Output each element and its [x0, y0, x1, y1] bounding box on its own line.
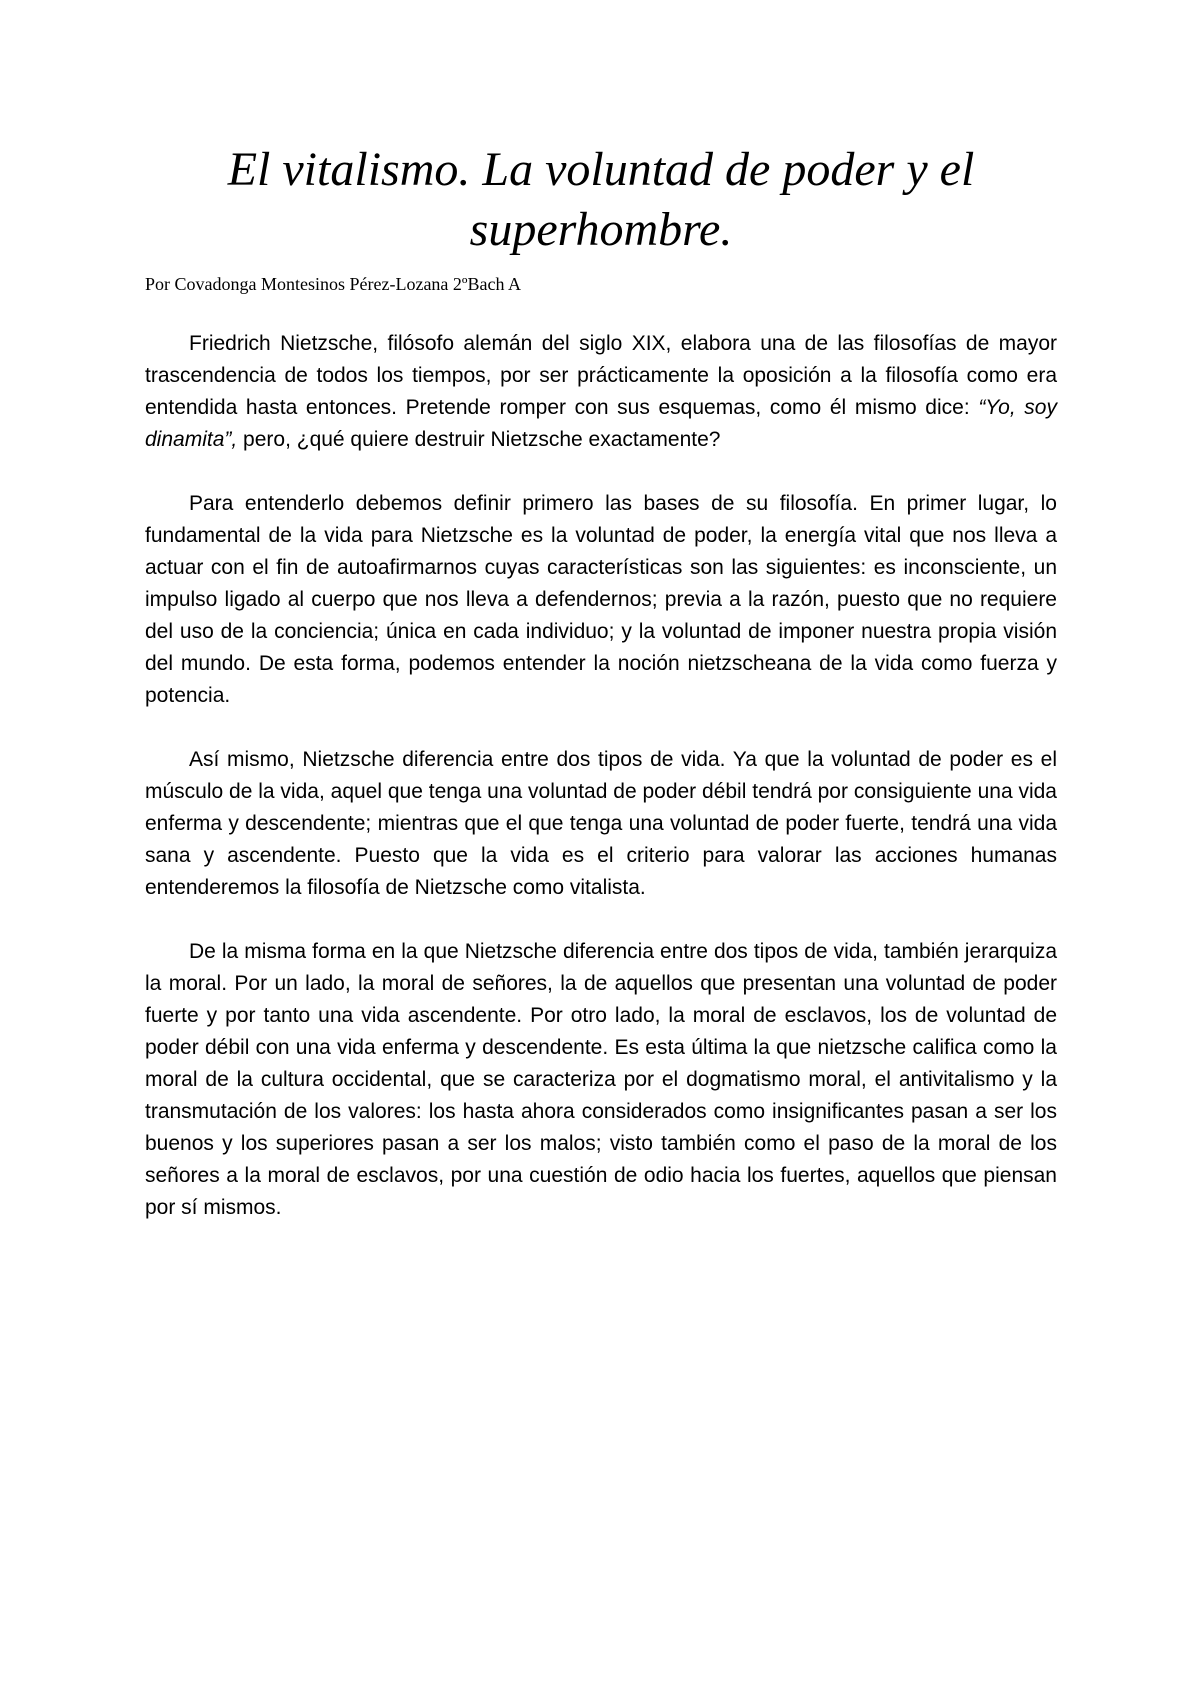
paragraph: [145, 328, 1057, 456]
author-byline: Por Covadonga Montesinos Pérez-Lozana 2ºBach A: [145, 274, 521, 294]
document-page: [145, 140, 1057, 1256]
quote: “Yo, soy dinamita”,: [145, 396, 1057, 451]
paragraph-text: pero, ¿qué quiere destruir Nietzsche exactamente?: [237, 428, 721, 451]
paragraph: Así mismo, Nietzsche diferencia entre dos tipos de vida. Ya que la voluntad de poder es el músculo de la vida, aquel que tenga una voluntad de poder débil tendrá por consiguiente una vida enferma y descendente; mientras que el que tenga una voluntad de poder fuerte, tendrá una vida sana y ascendente. Puesto que la vida es el criterio para valorar las acciones humanas entenderemos la filosofía de Nietzsche como vitalista.: [145, 748, 1057, 899]
document-body: [145, 328, 1057, 1224]
paragraph: De la misma forma en la que Nietzsche diferencia entre dos tipos de vida, también jerarquiza la moral. Por un lado, la moral de señores, la de aquellos que presentan una voluntad de poder fuerte y por tanto una vida ascendente. Por otro lado, la moral de esclavos, los de voluntad de poder débil con una vida enferma y descendente. Es esta última la que nietzsche califica como la moral de la cultura occidental, que se caracteriza por el dogmatismo moral, el antivitalismo y la transmutación de los valores: los hasta ahora considerados como insignificantes pasan a ser los buenos y los superiores pasan a ser los malos; visto también como el paso de la moral de los señores a la moral de esclavos, por una cuestión de odio hacia los fuertes, aquellos que piensan por sí mismos.: [145, 940, 1057, 1219]
paragraph: Para entenderlo debemos definir primero las bases de su filosofía. En primer lugar, lo fundamental de la vida para Nietzsche es la voluntad de poder, la energía vital que nos lleva a actuar con el fin de autoafirmarnos cuyas características son las siguientes: es inconsciente, un impulso ligado al cuerpo que nos lleva a defendernos; previa a la razón, puesto que no requiere del uso de la conciencia; única en cada individuo; y la voluntad de imponer nuestra propia visión del mundo. De esta forma, podemos entender la noción nietzscheana de la vida como fuerza y potencia.: [145, 492, 1057, 707]
paragraph-text: Friedrich Nietzsche, filósofo alemán del siglo XIX, elabora una de las filosofías de mayor trascendencia de todos los tiempos, por ser prácticamente la oposición a la filosofía como era entendida hasta entonces. Pretende romper con sus esquemas, como él mismo dice:: [145, 332, 1057, 419]
document-title: El vitalismo. La voluntad de poder y el superhombre.: [227, 143, 975, 256]
